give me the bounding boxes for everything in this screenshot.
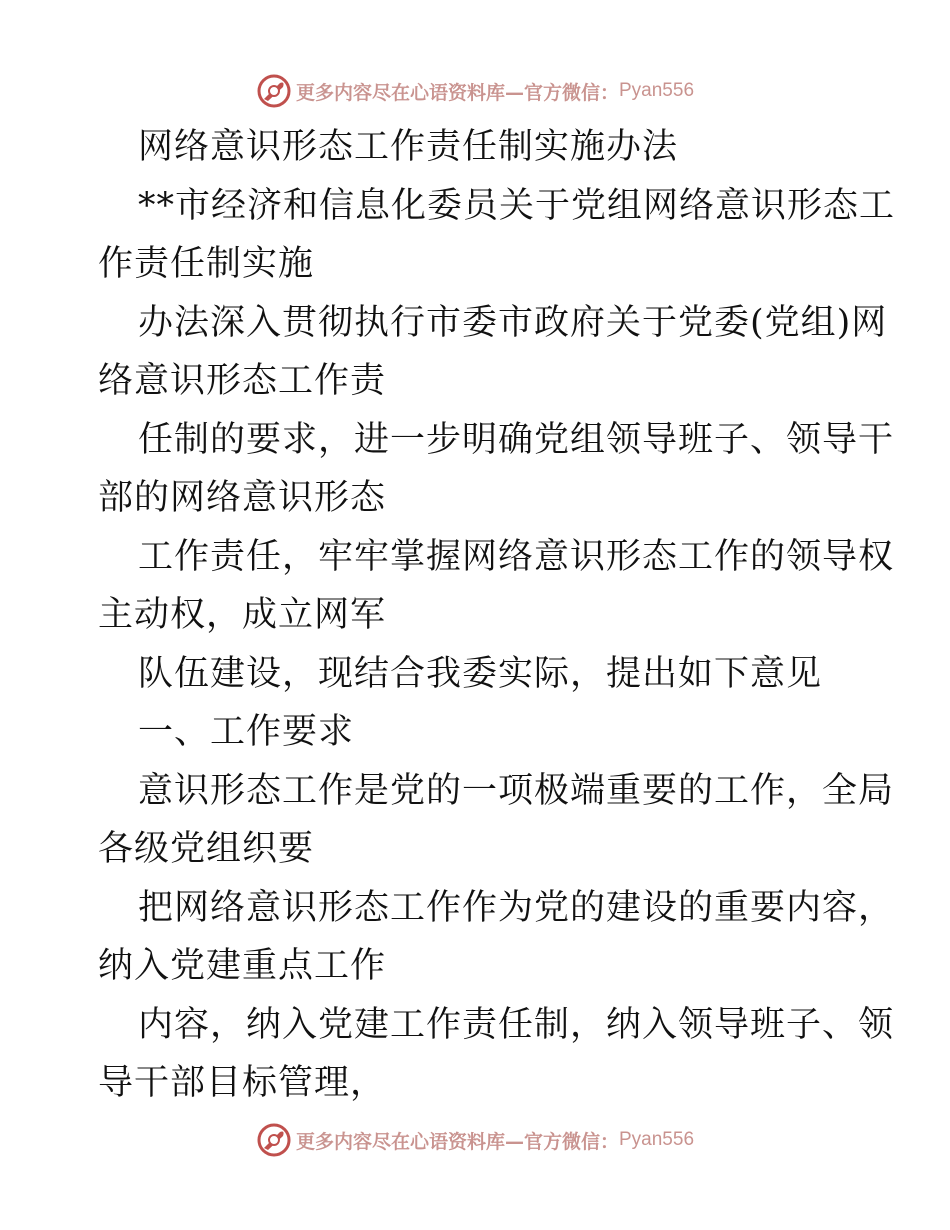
- text-line: 网络意识形态工作责任制实施办法: [138, 127, 679, 167]
- banner-wechat-id: Pyan556: [619, 80, 695, 101]
- paragraph: [98, 996, 895, 1113]
- footer-banner: [0, 1120, 950, 1160]
- text-line: 部的网络意识形态: [98, 478, 387, 518]
- paragraph: [98, 879, 895, 996]
- text-line: 主动权，成立网军: [98, 595, 387, 635]
- section-heading: [98, 703, 858, 762]
- paragraph: [98, 411, 895, 528]
- text-line: 导干部目标管理，: [98, 1063, 387, 1103]
- banner-wechat-id: Pyan556: [619, 1129, 695, 1150]
- text-line: 队伍建设，现结合我委实际，提出如下意见: [138, 653, 823, 694]
- text-line: 工作责任，牢牢掌握网络意识形态工作的领导权: [138, 536, 895, 577]
- paragraph: [98, 762, 895, 879]
- paragraph: [98, 645, 858, 704]
- quill-circle-logo-icon: [256, 73, 292, 109]
- text-line: 意识形态工作是党的一项极端重要的工作，全局: [138, 770, 895, 811]
- text-line: 办法深入贯彻执行市委市政府关于党委(党组)网: [138, 302, 888, 343]
- text-line: 内容，纳入党建工作责任制，纳入领导班子、领: [138, 1004, 895, 1045]
- text-line: 任制的要求，进一步明确党组领导班子、领导干: [138, 419, 895, 460]
- banner-text: 更多内容尽在心语资料库—官方微信：: [295, 1130, 619, 1153]
- document-body: [98, 118, 896, 1113]
- paragraph: [98, 177, 896, 294]
- text-line: 络意识形态工作责: [98, 361, 387, 401]
- text-line: 各级党组织要: [98, 829, 315, 869]
- paragraph: [98, 294, 888, 411]
- header-banner: [0, 71, 950, 111]
- banner-text: 更多内容尽在心语资料库—官方微信：: [295, 81, 619, 104]
- text-line: 一、工作要求: [138, 712, 355, 752]
- paragraph: [98, 528, 895, 645]
- text-line: **市经济和信息化委员关于党组网络意识形态工: [138, 185, 896, 226]
- paragraph: [98, 118, 858, 177]
- text-line: 纳入党建重点工作: [98, 946, 387, 986]
- text-line: 把网络意识形态工作作为党的建设的重要内容，: [138, 887, 895, 928]
- quill-circle-logo-icon: [256, 1122, 292, 1158]
- text-line: 作责任制实施: [98, 244, 315, 284]
